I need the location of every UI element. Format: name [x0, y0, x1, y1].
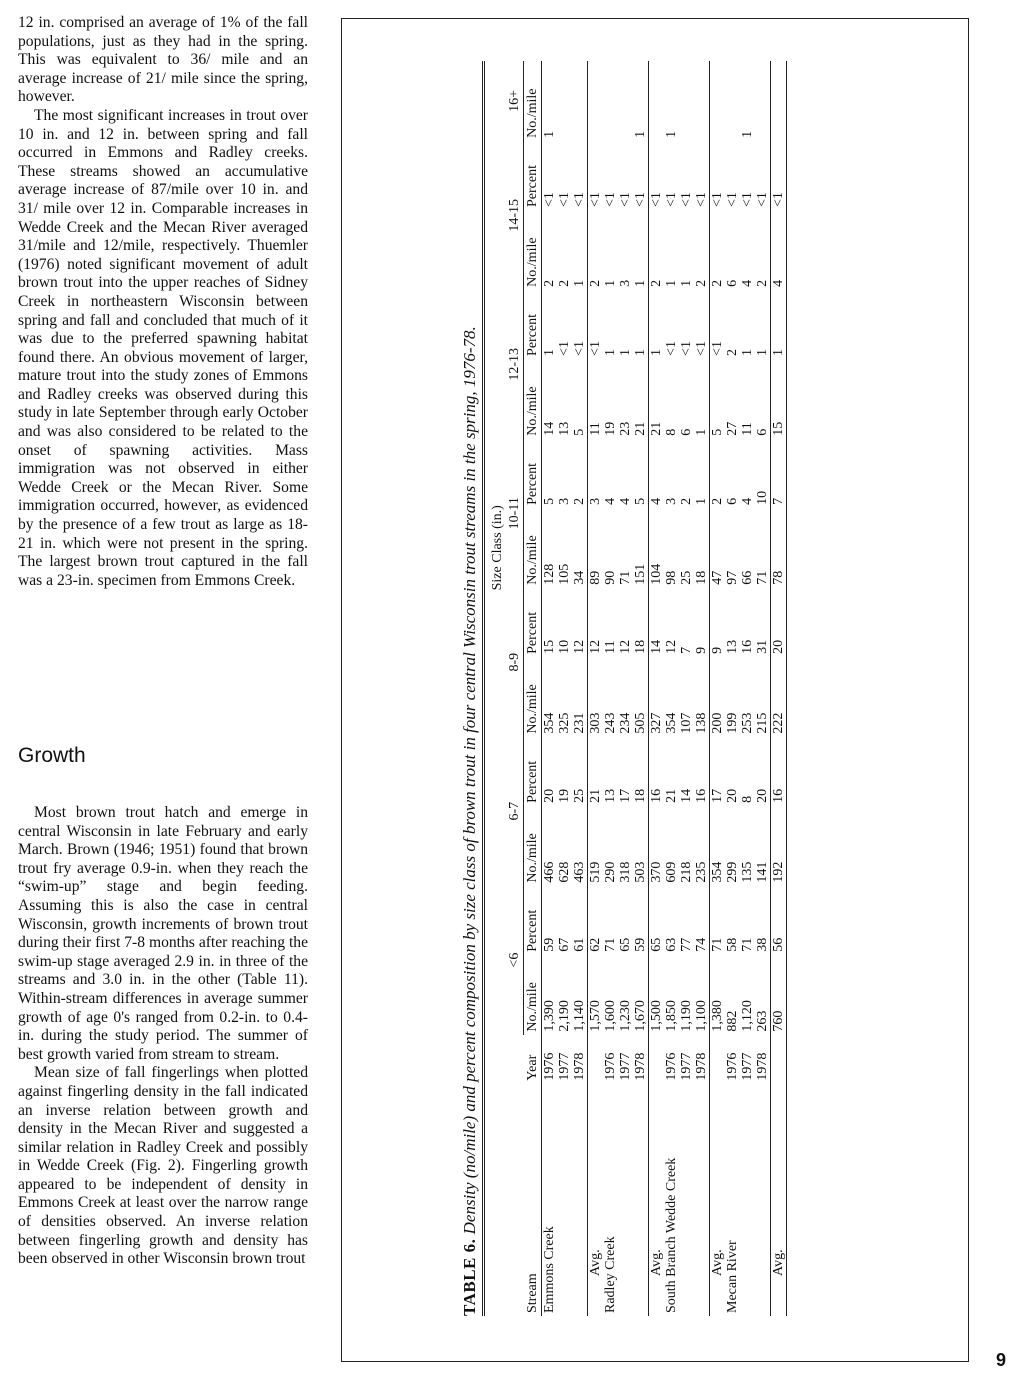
- average-cell: 104: [649, 508, 665, 588]
- data-cell: 1,120: [740, 1000, 755, 1032]
- data-cell: 63: [664, 937, 679, 952]
- average-cell: 11: [588, 359, 604, 439]
- data-cell: 16: [694, 788, 709, 803]
- table-caption-text: Density (no/mile) and percent composition by size class of brown trout in four central Wisconsin trout streams in the spring, 1976-78.: [460, 326, 479, 1235]
- year-cell: 1976: [664, 1052, 679, 1081]
- data-cell: 1: [618, 348, 633, 356]
- data-cell: <1: [542, 192, 557, 207]
- col-year-header: Year: [524, 1035, 542, 1084]
- size-class-group-header: 6-7: [506, 737, 524, 886]
- average-row: [710, 61, 726, 1316]
- size-class-group-header: 14-15: [506, 141, 524, 290]
- data-cell: 1: [633, 348, 648, 356]
- data-cell: 2: [679, 497, 694, 505]
- stream-name-cell: [633, 1084, 649, 1316]
- average-row: [771, 61, 787, 1316]
- data-cell: 609: [664, 861, 679, 883]
- year-cell: 1977: [557, 1052, 572, 1081]
- data-cell: 6: [725, 497, 740, 505]
- average-cell: 2: [710, 439, 726, 508]
- data-cell: [755, 61, 771, 141]
- average-cell: 14: [649, 588, 665, 657]
- empty-cell: [649, 1035, 665, 1084]
- year-cell: 1978: [633, 1052, 648, 1081]
- data-cell: 31: [755, 639, 770, 654]
- size-class-group-header: 12-13: [506, 290, 524, 439]
- year-cell: 1978: [694, 1052, 709, 1081]
- data-cell: 12: [572, 639, 587, 654]
- data-cell: 505: [633, 712, 648, 734]
- data-cell: [572, 61, 588, 141]
- empty-cell: [710, 1035, 726, 1084]
- average-label: Avg.: [710, 1084, 726, 1316]
- data-cell: 1: [633, 279, 648, 287]
- average-cell: 370: [649, 806, 665, 886]
- section-heading: Growth: [18, 744, 86, 767]
- size-class-group-header: 16+: [506, 61, 524, 141]
- data-cell: 503: [633, 861, 648, 883]
- data-cell: 23: [618, 421, 633, 436]
- data-cell: 18: [694, 570, 709, 585]
- data-cell: 466: [542, 861, 557, 883]
- data-cell: 19: [603, 421, 618, 436]
- average-cell: <1: [649, 141, 665, 210]
- size-class-header: Size Class (in.): [490, 505, 505, 591]
- data-cell: 66: [740, 570, 755, 585]
- data-cell: 7: [679, 646, 694, 654]
- page-number: 9: [996, 1350, 1007, 1370]
- data-cell: 2: [572, 497, 587, 505]
- data-cell: 199: [725, 712, 740, 734]
- table-caption: [460, 326, 480, 1316]
- data-cell: 65: [618, 937, 633, 952]
- average-cell: 17: [710, 737, 726, 806]
- stream-name-cell: Emmons Creek: [542, 1226, 557, 1313]
- data-cell: 105: [557, 563, 572, 585]
- data-cell: 38: [755, 937, 770, 952]
- data-cell: 218: [679, 861, 694, 883]
- data-cell: 18: [633, 788, 648, 803]
- data-cell: 8: [664, 428, 679, 436]
- data-cell: 1,190: [679, 1000, 694, 1032]
- data-cell: 74: [694, 937, 709, 952]
- data-cell: 14: [679, 788, 694, 803]
- data-cell: 6: [679, 428, 694, 436]
- empty-cell: [588, 1035, 604, 1084]
- year-cell: 1976: [542, 1052, 557, 1081]
- average-cell: 4: [649, 439, 665, 508]
- sub-header-no-mile: No./mile: [524, 955, 542, 1035]
- stream-name-cell: [740, 1084, 755, 1316]
- empty-cell: [771, 1035, 787, 1084]
- data-cell: 4: [603, 497, 618, 505]
- data-cell: 231: [572, 712, 587, 734]
- data-cell: 235: [694, 861, 709, 883]
- table-row: [633, 61, 649, 1316]
- stream-name-cell: South Branch Wedde Creek: [664, 1157, 679, 1313]
- data-cell: 10: [557, 639, 572, 654]
- year-cell: 1976: [725, 1052, 740, 1081]
- data-cell: 1,230: [618, 1000, 633, 1032]
- data-cell: 12: [664, 639, 679, 654]
- data-cell: 98: [664, 570, 679, 585]
- data-cell: 13: [603, 788, 618, 803]
- average-cell: 200: [710, 657, 726, 737]
- average-cell: 1: [771, 290, 787, 359]
- data-cell: <1: [740, 192, 755, 207]
- sub-header-percent: Percent: [524, 737, 542, 806]
- data-cell: 299: [725, 861, 740, 883]
- table-row: [557, 61, 572, 1316]
- data-cell: 290: [603, 861, 618, 883]
- data-cell: 59: [633, 937, 648, 952]
- data-cell: 1: [542, 348, 557, 356]
- data-cell: <1: [725, 192, 740, 207]
- data-cell: <1: [557, 341, 572, 356]
- data-cell: 2: [725, 348, 740, 356]
- data-cell: 151: [633, 563, 648, 585]
- data-cell: 19: [557, 788, 572, 803]
- year-cell: 1978: [755, 1052, 770, 1081]
- data-cell: <1: [694, 192, 709, 207]
- average-cell: 16: [649, 737, 665, 806]
- average-cell: 1,380: [710, 955, 726, 1035]
- data-cell: 318: [618, 861, 633, 883]
- stream-name-cell: Radley Creek: [603, 1236, 618, 1313]
- sub-header-percent: Percent: [524, 290, 542, 359]
- average-cell: 1,500: [649, 955, 665, 1035]
- table-row: [740, 61, 755, 1316]
- stream-name-cell: [618, 1084, 633, 1316]
- data-cell: 882: [725, 1010, 740, 1032]
- paragraph: The most significant increases in trout over 10 in. and 12 in. between spring and fall occurred in Emmons and Radley creeks. These streams showed an accumulative average increase of 87/mile over 10 in. and 31/ mile over 12 in. Comparable increases in Wedde Creek and the Mecan River averaged 31/mile and 12/mile, respectively. Thuemler (1976) noted significant movement of adult brown trout into the upper reaches of Sidney Creek in northeastern Wisconsin between spring and fall and concluded that much of it was due to the preferred spawning habitat found there. An obvious movement of larger, mature trout into the study zones of Emmons and Radley creeks was observed during this study in late September through early October and was also considered to be related to the onset of spawning activities. Mass immigration was not observed in either Wedde Creek or the Mecan River. Some immigration occurred, however, as evidenced by the presence of a few trout as large as 18-21 in. which were not present in the spring. The largest brown trout captured in the fall was a 23-in. specimen from Emmons Creek.: [18, 106, 308, 589]
- data-cell: 71: [618, 570, 633, 585]
- sub-header-no-mile: No./mile: [524, 657, 542, 737]
- average-cell: [710, 61, 726, 141]
- average-cell: 21: [588, 737, 604, 806]
- data-cell: <1: [633, 192, 648, 207]
- average-cell: 9: [710, 588, 726, 657]
- average-cell: <1: [588, 290, 604, 359]
- data-cell: 1: [679, 279, 694, 287]
- sub-header-no-mile: No./mile: [524, 806, 542, 886]
- sub-header-no-mile: No./mile: [524, 61, 542, 141]
- data-cell: 234: [618, 712, 633, 734]
- data-cell: 8: [740, 795, 755, 803]
- data-cell: 20: [725, 788, 740, 803]
- average-cell: 222: [771, 657, 787, 737]
- data-cell: 11: [740, 422, 755, 436]
- data-cell: 71: [740, 937, 755, 952]
- data-cell: 354: [542, 712, 557, 734]
- average-cell: 519: [588, 806, 604, 886]
- data-cell: 71: [603, 937, 618, 952]
- sub-header-percent: Percent: [524, 141, 542, 210]
- average-cell: 15: [771, 359, 787, 439]
- average-cell: 303: [588, 657, 604, 737]
- data-cell: 1: [603, 279, 618, 287]
- data-cell: 243: [603, 712, 618, 734]
- data-cell: 1: [740, 130, 755, 138]
- data-cell: [694, 61, 710, 141]
- text-column-top: [18, 14, 308, 590]
- average-cell: 354: [710, 806, 726, 886]
- size-class-group-header: 10-11: [506, 439, 524, 588]
- average-cell: 192: [771, 806, 787, 886]
- data-cell: 628: [557, 861, 572, 883]
- data-cell: 20: [542, 788, 557, 803]
- data-cell: 2: [694, 279, 709, 287]
- table-row: [603, 61, 618, 1316]
- stream-name-cell: [694, 1084, 710, 1316]
- year-cell: 1976: [603, 1052, 618, 1081]
- table-row: [664, 61, 679, 1316]
- data-cell: 1: [664, 130, 679, 138]
- data-cell: <1: [618, 192, 633, 207]
- data-cell: 1: [572, 279, 587, 287]
- data-cell: 34: [572, 570, 587, 585]
- data-cell: 18: [633, 639, 648, 654]
- table-row: [618, 61, 633, 1316]
- average-cell: 1,570: [588, 955, 604, 1035]
- data-cell: 61: [572, 937, 587, 952]
- data-cell: 16: [740, 639, 755, 654]
- table-row: [572, 61, 588, 1316]
- year-cell: 1978: [572, 1052, 587, 1081]
- average-cell: 71: [710, 886, 726, 955]
- data-cell: <1: [679, 192, 694, 207]
- data-cell: 15: [542, 639, 557, 654]
- data-cell: 11: [603, 640, 618, 654]
- year-cell: 1977: [740, 1052, 755, 1081]
- data-cell: <1: [572, 341, 587, 356]
- average-cell: 7: [771, 439, 787, 508]
- size-class-group-header: <6: [506, 886, 524, 1035]
- average-cell: 89: [588, 508, 604, 588]
- table-caption-label: TABLE 6.: [460, 1238, 479, 1316]
- data-cell: 5: [542, 497, 557, 505]
- data-cell: 325: [557, 712, 572, 734]
- data-cell: 71: [755, 570, 770, 585]
- average-cell: 12: [588, 588, 604, 657]
- data-cell: 25: [572, 788, 587, 803]
- data-cell: 6: [755, 428, 770, 436]
- data-cell: 27: [725, 421, 740, 436]
- paragraph: Mean size of fall fingerlings when plotted against fingerling density in the fall indicated an inverse relation between growth and density in the Mecan River and suggested a similar relation in Radley Creek and possibly in Wedde Creek (Fig. 2). Fingerling growth appeared to be independent of density in Emmons Creek at least over the narrow range of densities observed. An inverse relation between fingerling growth and density has been observed in other Wisconsin brown trout: [18, 1064, 308, 1268]
- data-cell: 17: [618, 788, 633, 803]
- data-cell: <1: [603, 192, 618, 207]
- data-cell: 128: [542, 563, 557, 585]
- average-cell: 2: [649, 210, 665, 290]
- data-cell: [679, 61, 694, 141]
- sub-header-percent: Percent: [524, 588, 542, 657]
- sub-header-no-mile: No./mile: [524, 508, 542, 588]
- data-cell: <1: [679, 341, 694, 356]
- size-class-group-header: 8-9: [506, 588, 524, 737]
- data-cell: 21: [664, 788, 679, 803]
- data-cell: 1,600: [603, 1000, 618, 1032]
- stream-name-cell: Mecan River: [725, 1240, 740, 1313]
- data-cell: 253: [740, 712, 755, 734]
- data-cell: 21: [633, 421, 648, 436]
- data-cell: 4: [740, 497, 755, 505]
- data-cell: 1: [664, 279, 679, 287]
- data-cell: 1,850: [664, 1000, 679, 1032]
- col-stream-header: Stream: [524, 1084, 542, 1316]
- data-cell: 5: [572, 428, 587, 436]
- data-cell: 1: [633, 130, 648, 138]
- average-cell: 327: [649, 657, 665, 737]
- table-row: [679, 61, 694, 1316]
- data-cell: 5: [633, 497, 648, 505]
- data-cell: 20: [755, 788, 770, 803]
- data-cell: <1: [572, 192, 587, 207]
- average-label: Avg.: [771, 1084, 787, 1316]
- data-cell: 1: [694, 428, 709, 436]
- average-label: Avg.: [649, 1084, 665, 1316]
- average-cell: 760: [771, 955, 787, 1035]
- sub-header-no-mile: No./mile: [524, 210, 542, 290]
- average-cell: <1: [710, 141, 726, 210]
- data-cell: <1: [664, 192, 679, 207]
- data-cell: 6: [725, 279, 740, 287]
- table-frame: [341, 18, 969, 1362]
- average-cell: <1: [710, 290, 726, 359]
- data-cell: [557, 61, 572, 141]
- data-cell: 3: [664, 497, 679, 505]
- data-table-wrap: [482, 61, 787, 1316]
- data-cell: 10: [755, 490, 770, 505]
- data-cell: <1: [755, 192, 770, 207]
- data-cell: 90: [603, 570, 618, 585]
- data-cell: 14: [542, 421, 557, 436]
- data-cell: 77: [679, 937, 694, 952]
- average-label: Avg.: [588, 1084, 604, 1316]
- data-cell: 1: [740, 348, 755, 356]
- data-cell: 1: [542, 130, 557, 138]
- data-cell: 58: [725, 937, 740, 952]
- average-cell: 1: [649, 290, 665, 359]
- rotated-table-area: [342, 21, 968, 1361]
- average-cell: 21: [649, 359, 665, 439]
- data-cell: [618, 61, 633, 141]
- average-cell: 65: [649, 886, 665, 955]
- table-row: [725, 61, 740, 1316]
- average-cell: 4: [771, 210, 787, 290]
- sub-header-percent: Percent: [524, 439, 542, 508]
- data-cell: 263: [755, 1010, 770, 1032]
- average-cell: 5: [710, 359, 726, 439]
- data-cell: 2: [542, 279, 557, 287]
- data-cell: 107: [679, 712, 694, 734]
- average-cell: 2: [588, 210, 604, 290]
- sub-header-percent: Percent: [524, 886, 542, 955]
- average-cell: [588, 61, 604, 141]
- average-row: [588, 61, 604, 1316]
- data-cell: 138: [694, 712, 709, 734]
- data-cell: 1: [694, 497, 709, 505]
- text-column-bottom: [18, 804, 308, 1269]
- data-cell: 1: [755, 348, 770, 356]
- stream-name-cell: [679, 1084, 694, 1316]
- data-cell: 59: [542, 937, 557, 952]
- data-cell: 12: [618, 639, 633, 654]
- data-cell: 13: [557, 421, 572, 436]
- data-cell: 463: [572, 861, 587, 883]
- data-cell: <1: [557, 192, 572, 207]
- average-cell: <1: [588, 141, 604, 210]
- data-cell: 4: [618, 497, 633, 505]
- data-cell: 215: [755, 712, 770, 734]
- data-cell: <1: [664, 341, 679, 356]
- data-cell: 135: [740, 861, 755, 883]
- average-cell: 20: [771, 588, 787, 657]
- paragraph: Most brown trout hatch and emerge in central Wisconsin in late February and early March. Brown (1946; 1951) found that brown trout fry average 0.9-in. when they reach the “swim-up” stage and begin feeding. Assuming this is also the case in central Wisconsin, growth increments of brown trout during their first 7-8 months after reaching the swim-up stage averaged 2.9 in. in three of the streams and 3.0 in. in the other (Table 11). Within-stream differences in average summer growth of age 0's ranged from 0.2-in. to 0.4-in. during the study period. The summer of best growth varied from stream to stream.: [18, 804, 308, 1063]
- table-row: [694, 61, 710, 1316]
- average-cell: 3: [588, 439, 604, 508]
- sub-header-no-mile: No./mile: [524, 359, 542, 439]
- average-cell: [771, 61, 787, 141]
- year-cell: 1977: [679, 1052, 694, 1081]
- year-cell: 1977: [618, 1052, 633, 1081]
- data-cell: [725, 61, 740, 141]
- data-cell: 13: [725, 639, 740, 654]
- average-cell: <1: [771, 141, 787, 210]
- data-cell: [603, 61, 618, 141]
- average-cell: 2: [710, 210, 726, 290]
- table-row: [542, 61, 558, 1316]
- data-cell: 97: [725, 570, 740, 585]
- data-cell: 25: [679, 570, 694, 585]
- data-cell: 4: [740, 279, 755, 287]
- table-row: [755, 61, 771, 1316]
- data-cell: 2: [755, 279, 770, 287]
- data-cell: 67: [557, 937, 572, 952]
- data-cell: 354: [664, 712, 679, 734]
- data-table: [482, 61, 787, 1316]
- data-cell: <1: [694, 341, 709, 356]
- data-cell: 3: [557, 497, 572, 505]
- stream-name-cell: [557, 1084, 572, 1316]
- data-cell: 141: [755, 861, 770, 883]
- data-cell: 2,190: [557, 1000, 572, 1032]
- data-cell: 1,100: [694, 1000, 709, 1032]
- average-cell: [649, 61, 665, 141]
- average-cell: 56: [771, 886, 787, 955]
- data-cell: 2: [557, 279, 572, 287]
- data-cell: 1: [603, 348, 618, 356]
- average-cell: 16: [771, 737, 787, 806]
- stream-name-cell: [572, 1084, 588, 1316]
- data-cell: 9: [694, 646, 709, 654]
- average-cell: 62: [588, 886, 604, 955]
- paragraph: 12 in. comprised an average of 1% of the fall populations, just as they had in the spring. This was equivalent to 36/ mile and an average increase of 21/ mile since the spring, however.: [18, 14, 308, 106]
- stream-name-cell: [755, 1084, 771, 1316]
- data-cell: 1,390: [542, 1000, 557, 1032]
- average-cell: 47: [710, 508, 726, 588]
- average-row: [649, 61, 665, 1316]
- data-cell: 1,670: [633, 1000, 648, 1032]
- average-cell: 78: [771, 508, 787, 588]
- data-cell: 3: [618, 279, 633, 287]
- data-cell: 1,140: [572, 1000, 587, 1032]
